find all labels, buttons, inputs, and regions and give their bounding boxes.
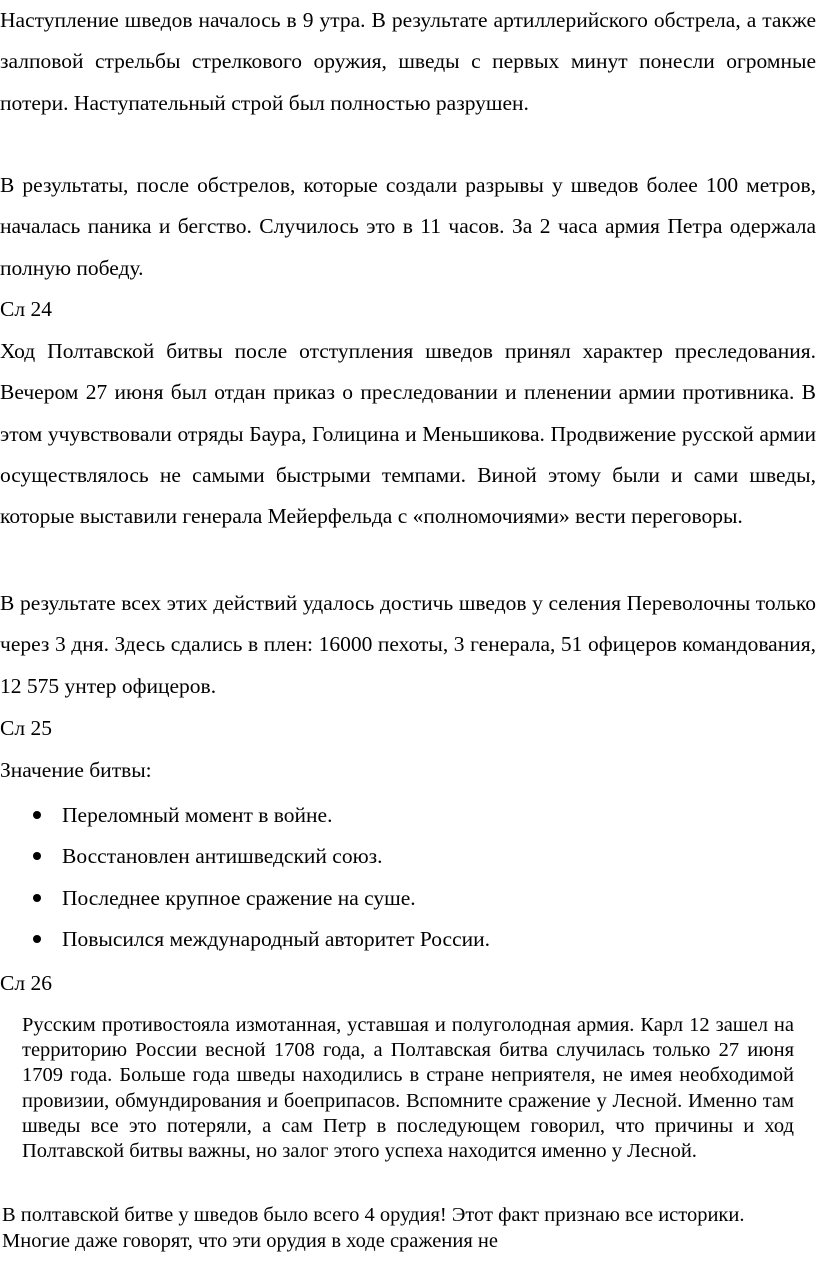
paragraph-swedish-offensive: Наступление шведов началось в 9 утра. В результате артиллерийского обстрела, а также залповой стрельбы стрелкового оружия, шведы с первых минут понесли огромные потери. Наступательный строй был полностью разрушен. (0, 8, 816, 115)
slide-label-24: Сл 24 (0, 297, 52, 321)
list-item: Восстановлен антишведский союз. (0, 836, 816, 877)
paragraph-swedish-guns: В полтавской битве у шведов было всего 4 орудия! Этот факт признаю все историки. Многие даже говорят, что эти орудия в ходе сражения не (2, 1204, 745, 1252)
paragraph-pursuit: Ход Полтавской битвы после отступления шведов принял характер преследования. Вечером 27 июня был отдан приказ о преследовании и пленении армии противника. В этом учувствовали отряды Баура, Голицина и Меньшикова. Продвижение русской армии осуществлялось не самыми быстрыми темпами. Виной этому были и сами шведы, которые выставили генерала Мейерфельда с «полномочиями» вести переговоры. (0, 339, 816, 529)
list-item: Повысился международный авторитет России. (0, 919, 816, 960)
significance-heading: Значение битвы: (0, 758, 152, 782)
list-item: Переломный момент в войне. (0, 795, 816, 836)
paragraph-surrender: В результате всех этих действий удалось достичь шведов у селения Переволочны только через 3 дня. Здесь сдались в плен: 16000 пехоты, 3 генерала, 51 офицеров командования, 12 575 унтер офицеров. (0, 591, 816, 698)
bullet-icon (33, 811, 41, 819)
slide-label-26: Сл 26 (0, 971, 52, 995)
bullet-icon (33, 894, 41, 902)
slide-label-25: Сл 25 (0, 716, 52, 740)
list-item: Последнее крупное сражение на суше. (0, 878, 816, 919)
paragraph-panic-and-flight: В результаты, после обстрелов, которые создали разрывы у шведов более 100 метров, началась паника и бегство. Случилось это в 11 часов. За 2 часа армия Петра одержала полную победу. (0, 173, 816, 280)
paragraph-exhausted-army: Русским противостояла измотанная, уставшая и полуголодная армия. Карл 12 зашел на территорию России весной 1708 года, а Полтавская битва случилась только 27 июня 1709 года. Больше года шведы находились в стране неприятеля, не имея необходимой провизии, обмундирования и боеприпасов. Вспомните сражение у Лесной. Именно там шведы все это потеряли, а сам Петр в последующем говорил, что причины и ход Полтавской битвы важны, но залог этого успеха находится именно у Лесной. (22, 1014, 794, 1163)
bullet-icon (33, 935, 41, 943)
significance-list (0, 795, 816, 960)
bullet-icon (33, 852, 41, 860)
